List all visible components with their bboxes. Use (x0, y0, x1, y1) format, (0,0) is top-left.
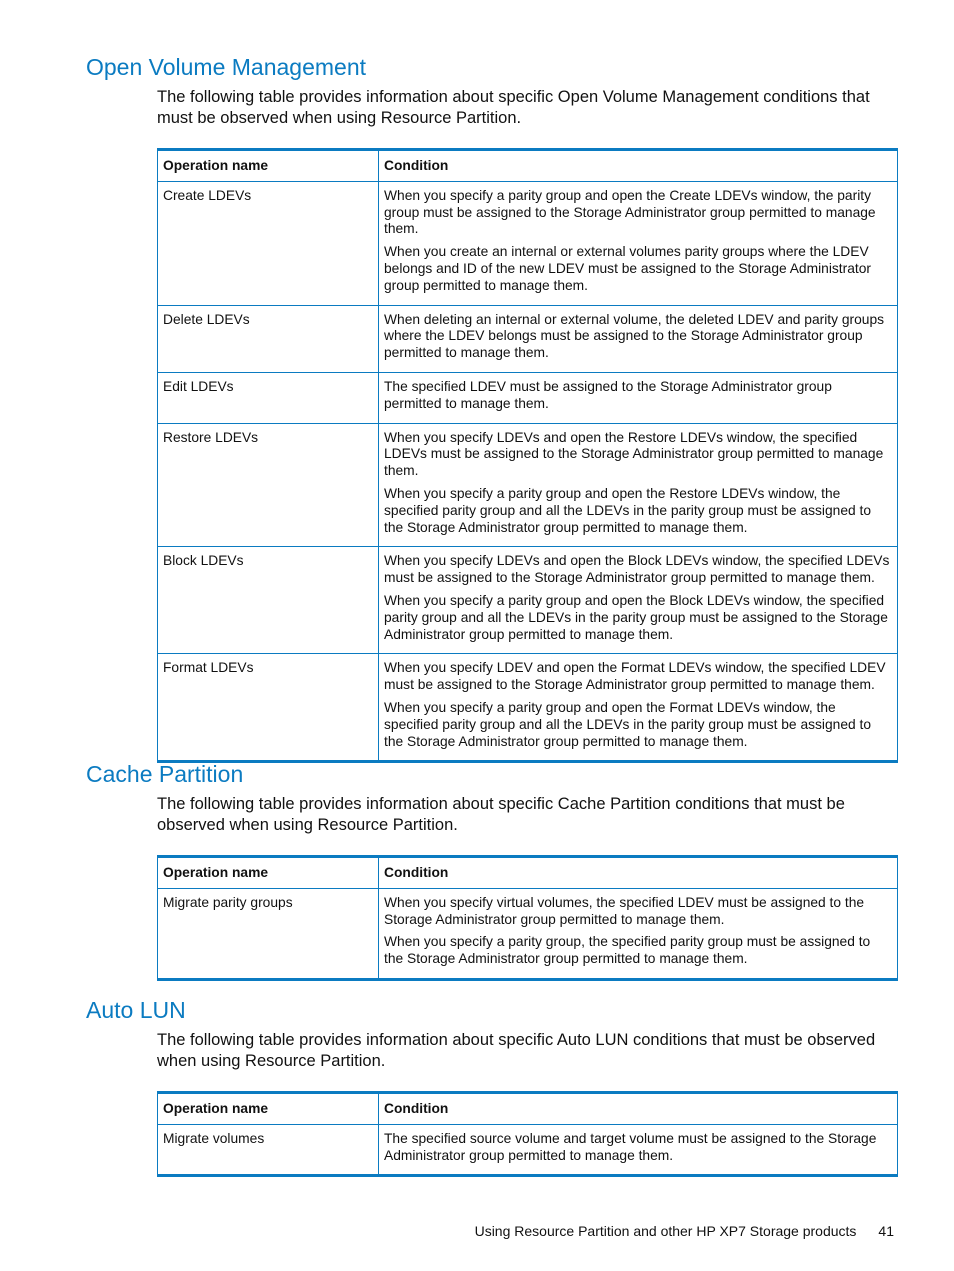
condition-text: The specified source volume and target volume must be assigned to the Storage Administrator group permitted to manage them. (384, 1130, 877, 1163)
operation-name-cell: Edit LDEVs (158, 372, 379, 423)
condition-text: When you specify a parity group and open the Restore LDEVs window, the specified parity group and all the LDEVs in the parity group must be assigned to the Storage Administrator group permitted to manage them. (384, 485, 872, 535)
condition-text: When you specify a parity group and open the Format LDEVs window, the specified parity group and all the LDEVs in the parity group must be assigned to the Storage Administrator group permitted to manage them. (384, 699, 872, 749)
page-number: 41 (878, 1223, 894, 1239)
condition-cell (379, 305, 898, 372)
condition-text: When you specify LDEVs and open the Block LDEVs window, the specified LDEVs must be assigned to the Storage Administrator group permitted to manage them. (384, 553, 890, 586)
table-row (158, 305, 898, 372)
condition-text: The specified LDEV must be assigned to the Storage Administrator group permitted to manage them. (384, 378, 832, 411)
condition-text: When you specify a parity group and open the Create LDEVs window, the parity group must be assigned to the Storage Administrator group permitted to manage them. (384, 187, 876, 237)
operation-name-cell: Delete LDEVs (158, 305, 379, 372)
condition-cell (379, 888, 898, 979)
table-row (158, 654, 898, 762)
header-condition: Condition (379, 1093, 898, 1125)
section-title-cache-partition: Cache Partition (86, 761, 244, 787)
table-row (158, 888, 898, 979)
table-row (158, 372, 898, 423)
condition-text: When you specify LDEV and open the Format LDEVs window, the specified LDEV must be assigned to the Storage Administrator group permitted to manage them. (384, 660, 886, 693)
condition-text: When you specify virtual volumes, the specified LDEV must be assigned to the Storage Administrator group permitted to manage them. (384, 894, 865, 927)
operation-name-cell: Create LDEVs (158, 181, 379, 305)
table-row (158, 547, 898, 654)
operation-name-cell: Format LDEVs (158, 654, 379, 762)
operation-name-cell: Restore LDEVs (158, 423, 379, 547)
condition-text: When you specify a parity group, the specified parity group must be assigned to the Storage Administrator group permitted to manage them. (384, 934, 871, 967)
condition-cell (379, 423, 898, 547)
condition-cell (379, 1124, 898, 1176)
table-row (158, 1124, 898, 1176)
section-intro: The following table provides information about specific Cache Partition conditions that must be observed when using Resource Partition. (157, 795, 845, 834)
page-footer (475, 1222, 894, 1240)
condition-text: When you create an internal or external volumes parity groups where the LDEV belongs and ID of the new LDEV must be assigned to the Storage Administrator group permitted to manage them. (384, 244, 872, 293)
condition-text: When you specify a parity group and open the Block LDEVs window, the specified parity group and all the LDEVs in the parity group must be assigned to the Storage Administrator group permitted to manage them. (384, 592, 888, 642)
section-title-open-volume-management: Open Volume Management (86, 54, 367, 80)
section-intro: The following table provides information about specific Open Volume Management conditions that must be observed when using Resource Partition. (157, 88, 870, 127)
header-operation-name: Operation name (158, 150, 379, 182)
header-condition: Condition (379, 857, 898, 889)
table-row (158, 423, 898, 547)
operation-name-cell: Block LDEVs (158, 547, 379, 654)
condition-text: When deleting an internal or external volume, the deleted LDEV and parity groups where the LDEV belongs must be assigned to the Storage Administrator group permitted to manage them. (384, 311, 885, 361)
section-intro: The following table provides information about specific Auto LUN conditions that must be observed when using Resource Partition. (157, 1031, 876, 1070)
table-header-row (158, 150, 898, 182)
header-operation-name: Operation name (158, 1093, 379, 1125)
condition-cell (379, 547, 898, 654)
conditions-table (157, 1091, 898, 1177)
conditions-table (157, 855, 898, 981)
condition-cell (379, 654, 898, 762)
header-operation-name: Operation name (158, 857, 379, 889)
condition-cell (379, 181, 898, 305)
footer-text: Using Resource Partition and other HP XP7 Storage products (474, 1223, 857, 1239)
table-row (158, 181, 898, 305)
operation-name-cell: Migrate volumes (158, 1124, 379, 1176)
conditions-table (157, 148, 898, 763)
section-title-auto-lun: Auto LUN (86, 997, 186, 1023)
header-condition: Condition (379, 150, 898, 182)
condition-text: When you specify LDEVs and open the Restore LDEVs window, the specified LDEVs must be assigned to the Storage Administrator group permitted to manage them. (384, 429, 884, 479)
operation-name-cell: Migrate parity groups (158, 888, 379, 979)
table-header-row (158, 1093, 898, 1125)
table-header-row (158, 857, 898, 889)
condition-cell (379, 372, 898, 423)
